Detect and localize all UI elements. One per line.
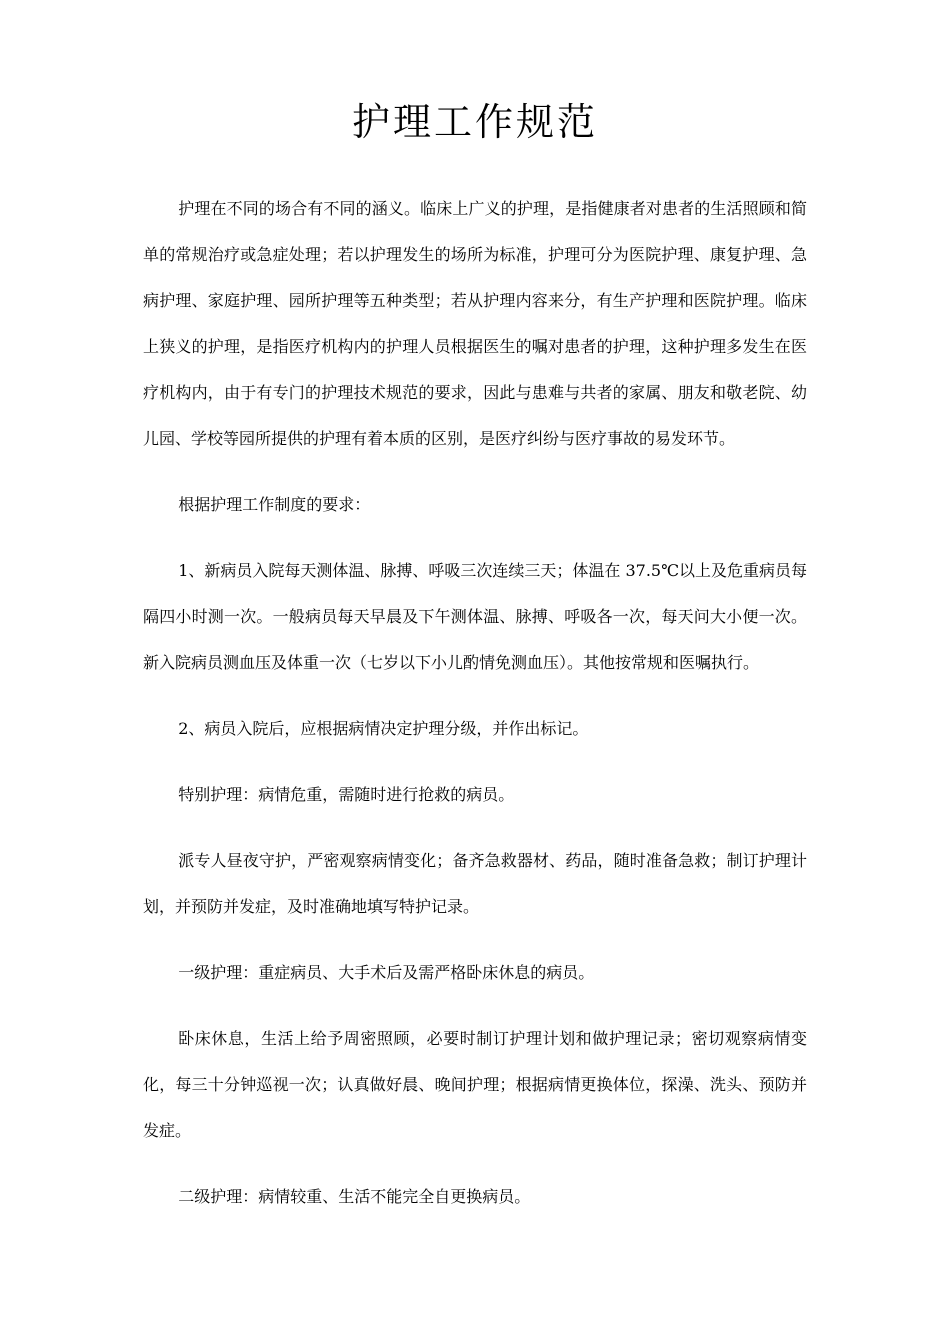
paragraph-special-care-detail: 派专人昼夜守护，严密观察病情变化；备齐急救器材、药品，随时准备急救；制订护理计划，并预防并发症，及时准确地填写特护记录。 [143,851,807,916]
paragraph-level-2-care: 二级护理：病情较重、生活不能完全自更换病员。 [178,1187,531,1206]
paragraph-requirements-heading: 根据护理工作制度的要求： [178,495,371,514]
document-title: 护理工作规范 [351,100,598,144]
document-body [143,186,807,1240]
paragraph-level-1-care-detail: 卧床休息，生活上给予周密照顾，必要时制订护理计划和做护理记录；密切观察病情变化，每三十分钟巡视一次；认真做好晨、晚间护理；根据病情更换体位，探澡、洗头、预防并发症。 [143,1029,807,1140]
paragraph-item-2: 2、病员入院后，应根据病情决定护理分级，并作出标记。 [178,719,589,738]
paragraph-intro: 护理在不同的场合有不同的涵义。临床上广义的护理，是指健康者对患者的生活照顾和简单的常规治疗或急症处理；若以护理发生的场所为标准，护理可分为医院护理、康复护理、急病护理、家庭护理、园所护理等五种类型；若从护理内容来分，有生产护理和医院护理。临床上狭义的护理，是指医疗机构内的护理人员根据医生的嘱对患者的护理，这种护理多发生在医疗机构内，由于有专门的护理技术规范的要求，因此与患难与共者的家属、朋友和敬老院、幼儿园、学校等园所提供的护理有着本质的区别，是医疗纠纷与医疗事故的易发环节。 [143,199,807,448]
paragraph-level-1-care: 一级护理：重症病员、大手术后及需严格卧床休息的病员。 [178,963,595,982]
paragraph-item-1: 1、新病员入院每天测体温、脉搏、呼吸三次连续三天；体温在 37.5℃以上及危重病员每隔四小时测一次。一般病员每天早晨及下午测体温、脉搏、呼吸各一次，每天问大小便一次。新入院病员测血压及体重一次（七岁以下小儿酌情免测血压）。其他按常规和医嘱执行。 [143,561,807,672]
paragraph-special-care: 特别护理：病情危重，需随时进行抢救的病员。 [178,785,515,804]
